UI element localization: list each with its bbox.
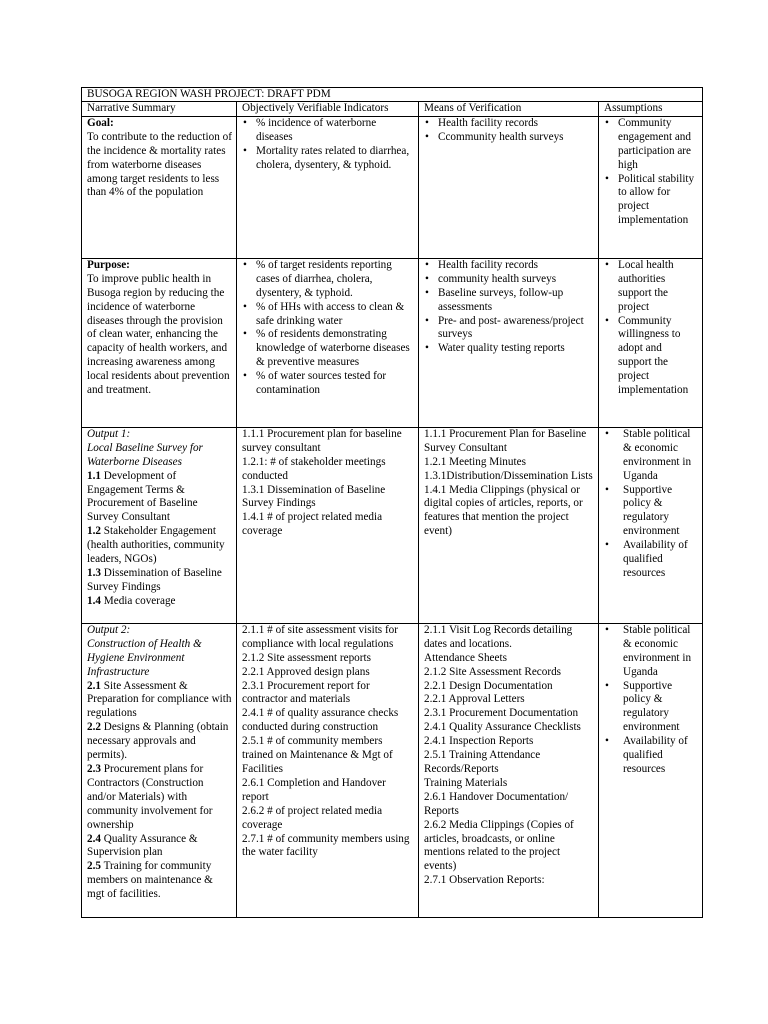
activity-number: 1.4 [87,594,101,607]
verification-line: 2.2.1 Design Documentation [424,679,553,692]
activity-number: 2.5 [87,860,101,873]
indicator-line: 2.4.1 # of quality assurance checks conducted during construction [242,707,399,734]
narrative-text: Output 1: [87,427,131,440]
indicator-bullet-item: • % of HHs with access to clean & safe drinking water [242,301,414,329]
narrative-summary-cell [82,623,237,917]
activity-text: Quality Assurance & Supervision plan [87,832,198,859]
indicator-line: 2.5.1 # of community members trained on Maintenance & Mgt of Facilities [242,735,393,775]
verification-line: 2.7.1 Observation Reports: [424,874,545,887]
activity-item [87,763,232,833]
row-purpose [82,258,703,427]
narrative-text: Construction of Health & Hygiene Environment Infrastructure [87,637,202,678]
header-indicators: Objectively Verifiable Indicators [237,102,419,117]
indicator-line: 1.2.1: # of stakeholder meetings conducted [242,455,386,482]
verification-line: 1.2.1 Meeting Minutes [424,455,526,468]
assumption-list [604,428,698,581]
indicator-bullet-item: • % of target residents reporting cases of diarrhea, cholera, dysentery, & typhoid. [242,259,414,301]
activity-item [87,525,232,567]
narrative-summary-cell [82,258,237,427]
header-narrative-summary: Narrative Summary [82,102,237,117]
activity-item [87,680,232,722]
indicator-line: 2.6.2 # of project related media coverage [242,804,383,831]
assumptions-cell [599,623,703,917]
verification-line: 1.3.1Distribution/Dissemination Lists [424,469,593,482]
assumptions-cell [599,258,703,427]
narrative-summary-cell [82,116,237,258]
narrative-text: Goal: [87,116,114,129]
assumption-bullet-item: • Supportive policy & regulatory environment [604,484,698,540]
indicator-line: 2.1.1 # of site assessment visits for compliance with local regulations [242,623,398,650]
assumption-bullet-item: • Local health authorities support the project [604,259,698,315]
verification-line: 2.6.1 Handover Documentation/ Reports [424,790,569,817]
narrative-text: Purpose: [87,258,130,271]
activity-text: Media coverage [100,594,176,607]
activity-text: Training for community members on maintenance & mgt of facilities. [87,860,213,901]
verification-bullet-item: • Water quality testing reports [424,342,594,356]
verification-line: 2.4.1 Inspection Reports [424,735,534,748]
assumption-list [604,117,698,228]
verification-line: 2.4.1 Quality Assurance Checklists [424,721,581,734]
assumption-bullet-item: • Community engagement and participation are high [604,117,698,173]
narrative-text: Output 2: [87,623,131,636]
indicator-line: 2.3.1 Procurement report for contractor and materials [242,679,370,706]
means-of-verification-cell [419,427,599,623]
header-row [82,102,703,117]
table-title: BUSOGA REGION WASH PROJECT: DRAFT PDM [82,88,703,102]
indicator-line: 2.6.1 Completion and Handover report [242,776,386,803]
verification-line: 2.5.1 Training Attendance Records/Reports [424,749,541,775]
assumption-bullet-item: • Stable political & economic environment in Uganda [604,624,698,680]
indicators-cell [237,427,419,623]
activity-number: 1.1 [87,469,101,482]
indicator-line: 1.3.1 Dissemination of Baseline Survey Findings [242,483,386,510]
verification-bullet-item: • Baseline surveys, follow-up assessments [424,287,594,315]
verification-bullet-item: • Health facility records [424,117,594,131]
activity-number: 2.2 [87,721,101,734]
assumption-bullet-item: • Availability of qualified resources [604,539,698,581]
activity-number: 2.4 [87,832,101,845]
verification-line: 1.1.1 Procurement Plan for Baseline Survey Consultant [424,427,587,454]
indicator-line: 1.4.1 # of project related media coverage [242,511,383,538]
verification-line: 2.2.1 Approval Letters [424,693,525,706]
activity-text: Designs & Planning (obtain necessary approvals and permits). [87,721,229,762]
verification-line: Training Materials [424,776,508,789]
activity-item [87,595,232,609]
verification-bullet-item: • Ccommunity health surveys [424,131,594,145]
verification-line: 2.1.2 Site Assessment Records [424,665,562,678]
activity-item [87,860,232,902]
header-means-of-verification: Means of Verification [419,102,599,117]
assumptions-cell [599,116,703,258]
header-assumptions: Assumptions [599,102,703,117]
indicator-line: 1.1.1 Procurement plan for baseline survey consultant [242,427,402,454]
activity-item [87,567,232,595]
row-goal [82,116,703,258]
verification-bullet-item: • Health facility records [424,259,594,273]
assumption-list [604,259,698,398]
indicator-bullet-item: • % of water sources tested for contamination [242,370,414,398]
activity-text: Procurement plans for Contractors (Construction and/or Materials) with community involvement for ownership [87,762,213,831]
activity-item [87,833,232,861]
narrative-text: To contribute to the reduction of the incidence & mortality rates from waterborne diseases among target residents to less than 4% of the population [87,130,232,199]
narrative-text: Local Baseline Survey for Waterborne Diseases [87,441,203,468]
verification-list [424,259,594,356]
verification-list [424,117,594,145]
assumption-bullet-item: • Community willingness to adopt and support the project implementation [604,315,698,398]
activity-number: 2.3 [87,762,101,775]
assumption-bullet-item: • Political stability to allow for project implementation [604,173,698,229]
means-of-verification-cell [419,623,599,917]
activity-number: 1.2 [87,525,101,538]
indicators-cell [237,623,419,917]
assumption-bullet-item: • Availability of qualified resources [604,735,698,777]
indicators-cell [237,258,419,427]
row-output-2 [82,623,703,917]
activity-text: Development of Engagement Terms & Procurement of Baseline Survey Consultant [87,469,198,524]
assumptions-cell [599,427,703,623]
indicator-bullet-item: • % incidence of waterborne diseases [242,117,414,145]
indicator-line: 2.7.1 # of community members using the water facility [242,832,410,859]
verification-line: 2.6.2 Media Clippings (Copies of articles, broadcasts, or online mentions related to the project events) [424,818,574,873]
pdm-table [81,87,703,918]
verification-line: 2.1.1 Visit Log Records detailing dates and locations. [424,623,573,650]
verification-line: 2.3.1 Procurement Documentation [424,707,579,720]
activity-text: Stakeholder Engagement (health authorities, community leaders, NGOs) [87,525,225,566]
verification-bullet-item: • Pre- and post- awareness/project surveys [424,315,594,343]
indicator-list [242,259,414,398]
indicators-cell [237,116,419,258]
activity-number: 2.1 [87,679,101,692]
indicator-bullet-item: • Mortality rates related to diarrhea, cholera, dysentery, & typhoid. [242,145,414,173]
activity-item [87,721,232,763]
indicator-list [242,117,414,173]
indicator-line: 2.1.2 Site assessment reports [242,651,371,664]
activity-text: Site Assessment & Preparation for compliance with regulations [87,679,232,720]
indicator-line: 2.2.1 Approved design plans [242,665,370,678]
activity-item [87,470,232,526]
indicator-bullet-item: • % of residents demonstrating knowledge of waterborne diseases & preventive measures [242,328,414,370]
narrative-summary-cell [82,427,237,623]
row-output-1 [82,427,703,623]
assumption-list [604,624,698,777]
verification-line: 1.4.1 Media Clippings (physical or digital copies of articles, reports, or features that mention the project event) [424,483,583,538]
activity-number: 1.3 [87,566,101,579]
assumption-bullet-item: • Stable political & economic environment in Uganda [604,428,698,484]
means-of-verification-cell [419,258,599,427]
activity-text: Dissemination of Baseline Survey Findings [87,566,222,593]
means-of-verification-cell [419,116,599,258]
assumption-bullet-item: • Supportive policy & regulatory environment [604,680,698,736]
table-body [82,116,703,917]
verification-line: Attendance Sheets [424,651,507,664]
verification-bullet-item: • community health surveys [424,273,594,287]
narrative-text: To improve public health in Busoga region by reducing the incidence of waterborne diseases through the provision of clean water, enhancing the capacity of health workers, and increasing awareness among local residents about prevention and treatment. [87,272,230,397]
